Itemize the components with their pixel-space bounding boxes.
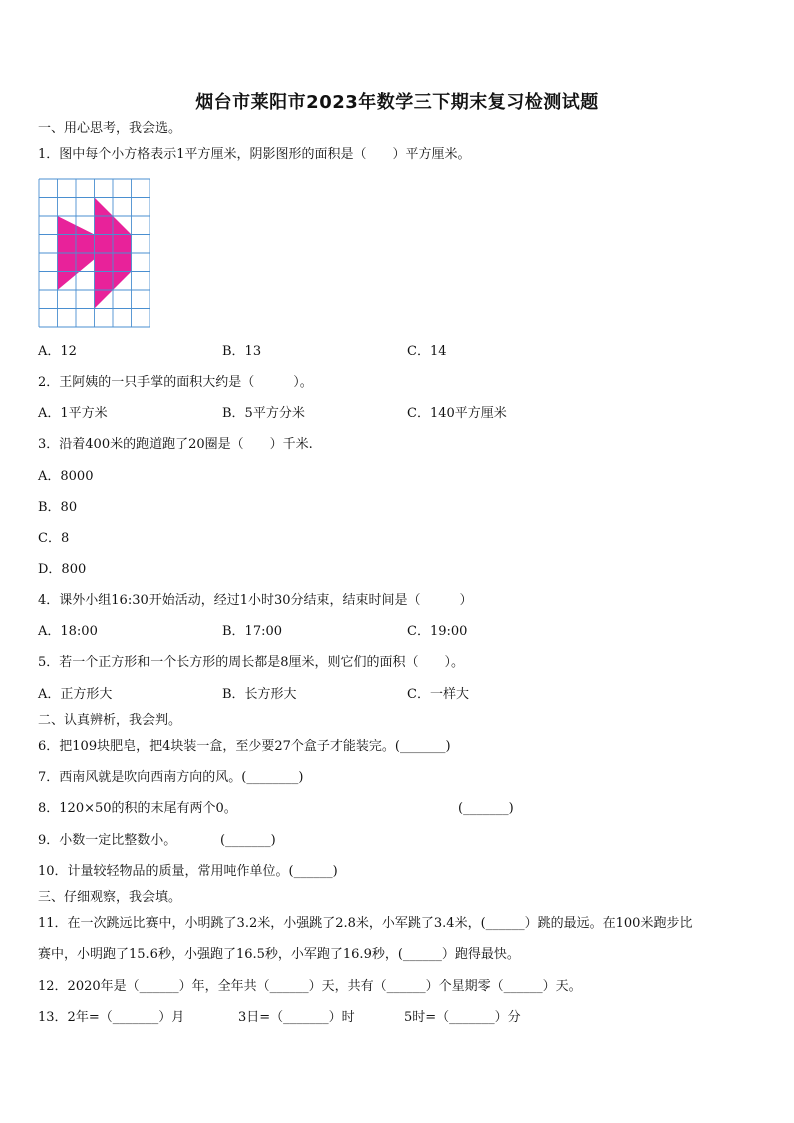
question-5-text: 5．若一个正方形和一个长方形的周长都是8厘米，则它们的面积（ ）。 bbox=[38, 655, 465, 670]
question-9-text: 9．小数一定比整数小。 bbox=[38, 833, 177, 848]
section-heading-3: 三、仔细观察，我会填。 bbox=[38, 890, 182, 905]
question-1-option-c[interactable]: C．14 bbox=[407, 344, 447, 359]
question-6-text[interactable]: 6．把109块肥皂，把4块装一盒，至少要27个盒子才能装完。(_______) bbox=[38, 739, 451, 754]
question-4-text: 4．课外小组16:30开始活动，经过1小时30分结束，结束时间是（ ） bbox=[38, 593, 473, 608]
question-2-text: 2．王阿姨的一只手掌的面积大约是（ ）。 bbox=[38, 375, 313, 390]
question-3-option-c[interactable]: C．8 bbox=[38, 531, 70, 546]
question-13-part-c[interactable]: 5时=（_______）分 bbox=[404, 1010, 521, 1025]
question-7-text[interactable]: 7．西南风就是吹向西南方向的风。(________) bbox=[38, 770, 304, 785]
question-1-option-b[interactable]: B．13 bbox=[222, 344, 262, 359]
question-1-option-a[interactable]: A．12 bbox=[38, 344, 77, 359]
question-8-text: 8．120×50的积的末尾有两个0。 bbox=[38, 801, 237, 816]
question-2-option-a[interactable]: A．1平方米 bbox=[38, 406, 108, 421]
question-1-grid-figure bbox=[38, 178, 150, 332]
question-3-text: 3．沿着400米的跑道跑了20圈是（ ）千米. bbox=[38, 437, 313, 452]
question-8-blank[interactable]: (_______) bbox=[458, 801, 514, 816]
question-4-option-a[interactable]: A．18:00 bbox=[38, 624, 98, 639]
shaded-shape-grid bbox=[38, 178, 150, 328]
question-9-blank[interactable]: (_______) bbox=[220, 833, 276, 848]
question-3-option-a[interactable]: A．8000 bbox=[38, 469, 94, 484]
question-12-text[interactable]: 12．2020年是（______）年，全年共（______）天，共有（______）个星期零（______）天。 bbox=[38, 979, 582, 994]
question-4-option-c[interactable]: C．19:00 bbox=[407, 624, 468, 639]
section-heading-1: 一、用心思考，我会选。 bbox=[38, 121, 182, 136]
section-heading-2: 二、认真辨析，我会判。 bbox=[38, 713, 182, 728]
question-11-line-1[interactable]: 11．在一次跳远比赛中，小明跳了3.2米，小强跳了2.8米，小军跳了3.4米，(______）跳的最远。在100米跑步比 bbox=[38, 916, 693, 931]
question-1-text: 1．图中每个小方格表示1平方厘米，阴影图形的面积是（ ）平方厘米。 bbox=[38, 147, 471, 162]
question-5-option-a[interactable]: A．正方形大 bbox=[38, 687, 113, 702]
page-title: 烟台市莱阳市2023年数学三下期末复习检测试题 bbox=[195, 92, 599, 113]
question-2-option-c[interactable]: C．140平方厘米 bbox=[407, 406, 507, 421]
question-5-option-c[interactable]: C．一样大 bbox=[407, 687, 469, 702]
question-3-option-b[interactable]: B．80 bbox=[38, 500, 78, 515]
question-11-line-2[interactable]: 赛中，小明跑了15.6秒，小强跑了16.5秒，小军跑了16.9秒，(______）跑得最快。 bbox=[38, 947, 520, 962]
question-3-option-d[interactable]: D．800 bbox=[38, 562, 87, 577]
question-5-option-b[interactable]: B．长方形大 bbox=[222, 687, 297, 702]
question-13-part-a[interactable]: 13．2年=（_______）月 bbox=[38, 1010, 185, 1025]
question-2-option-b[interactable]: B．5平方分米 bbox=[222, 406, 305, 421]
question-4-option-b[interactable]: B．17:00 bbox=[222, 624, 283, 639]
question-13-part-b[interactable]: 3日=（_______）时 bbox=[238, 1010, 355, 1025]
question-10-text[interactable]: 10．计量较轻物品的质量，常用吨作单位。(______) bbox=[38, 864, 338, 879]
